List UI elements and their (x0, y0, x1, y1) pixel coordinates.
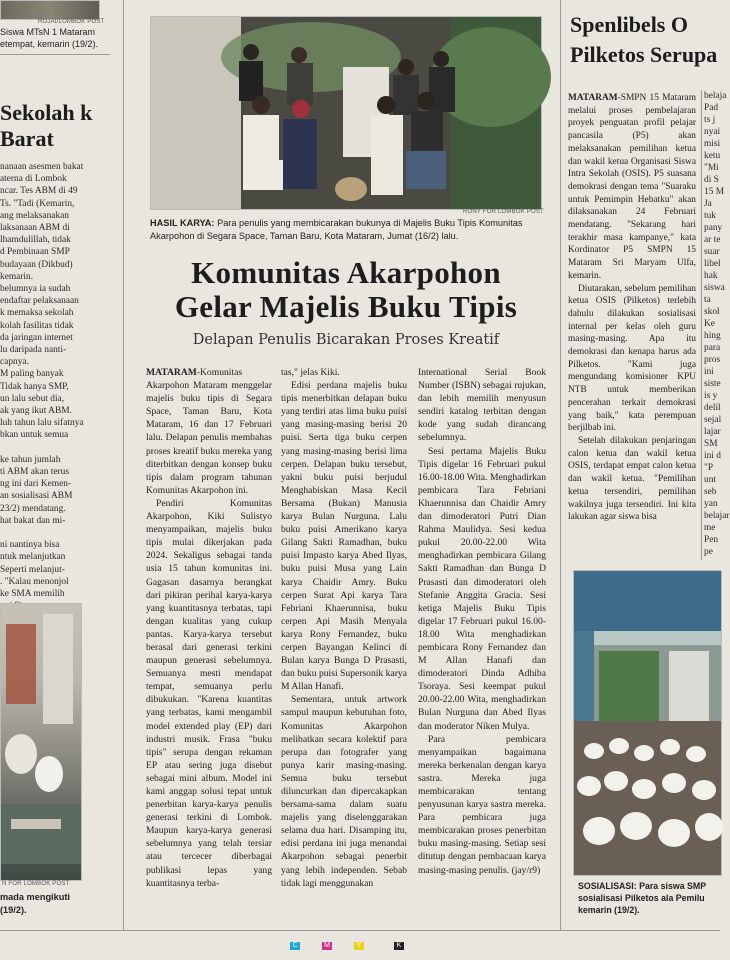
right-edge-line: hak (704, 271, 718, 281)
right-edge-line: libel (704, 259, 721, 269)
main-photo-credit: RONY FOR LOMBOK POST (463, 209, 544, 215)
right-edge-line: lajar (704, 427, 721, 437)
right-photo-caption (578, 880, 720, 917)
top-left-photo (0, 0, 100, 20)
col3-para-1: International Serial Book Number (ISBN) sebagai rujukan, dan lebih memilih menyusun sendiri katalog terbitan dengan kode yang sudah dirancang sebelumnya. (418, 367, 546, 444)
right-edge-line: ar te (704, 235, 721, 245)
left-article-line: lhamdulillah, tidak (0, 235, 71, 246)
right-edge-line: pe (704, 547, 713, 557)
left-article-line: capnya. (0, 357, 29, 368)
right-edge-line: Pen (704, 535, 719, 545)
right-headline-line1: Spenlibels O (570, 12, 688, 37)
right-para-3: Setelah dilakukan penjaringan calon ketua dan wakil ketua OSIS, terdapat empat calon ketua dan wakil ketua. "Pemilihan ketua tersendiri, pemilihan wakilnya juga tersendiri. Ini kita lakukan agar siswa bisa (568, 435, 696, 523)
right-edge-line: belajar (704, 511, 730, 521)
left-photo-credit: N FOR LOMBOK POST (2, 881, 70, 887)
footer-rule (0, 930, 720, 931)
left-article-line: ke tahun jumlah (0, 454, 61, 465)
right-edge-line: ts j (704, 115, 716, 125)
right-edge-line: seb (704, 487, 717, 497)
right-dateline: MATARAM (568, 93, 618, 103)
left-article-line: kemarin. (0, 271, 34, 282)
right-edge-line: nyai (704, 127, 721, 137)
left-article-line: k memaksa sekolah (0, 308, 74, 319)
left-article-line: Seperti melanjut- (0, 564, 65, 575)
left-classroom-photo (0, 603, 82, 881)
registration-mark-y: Y (354, 942, 364, 950)
col3-para-2: Sesi pertama Majelis Buku Tipis digelar 16 Februari pukul 16.00-18.00 Wita. Menghadirkan pembicara Tara Febriani Khaerunnisa dan Chaidir Amry dan dimoderatori Putri Dian Rahma Maulidya. Sesi kedua pukul 20.00-22.00 Wita menghadirkan pembicara Gilang Sakti Ramadhan dan Bunga D Prasasti dan dimoderatori oleh Stefanie Anggita Gracia. Sesi ketiga Majelis Buku Tipis digelar 17 Februari pukul 16.00-18.00 Wita menghadirkan pembicara Rony Fernandez dan M Allan Hanafi dan dimoderatori Dinda Adhiba Tsoraya. Sesi keempat pukul 20.00-22.00 Wita, menghadirkan Bulan Nurguna dan Abed Ilyas dan moderator Niken Mulya. (418, 445, 546, 732)
school-photo-illustration (574, 571, 721, 875)
left-article-line (0, 527, 110, 539)
right-edge-line: unt (704, 475, 716, 485)
right-inner-separator (701, 90, 702, 560)
main-photo-caption (150, 217, 542, 243)
right-edge-line: delil (704, 403, 721, 413)
registration-marks (290, 934, 426, 949)
left-article-line (0, 442, 110, 454)
left-article-line: . "Kalau menonjol (0, 576, 69, 587)
right-edge-line: ini (704, 367, 714, 377)
right-edge-column (704, 90, 730, 557)
left-article-line: ng ini dari Kemen- (0, 479, 72, 490)
right-edge-line: di S (704, 175, 719, 185)
event-photo-illustration (151, 17, 541, 209)
left-article-line: luh tahun lalu sifatnya (0, 418, 84, 429)
left-article-line: ncar. Tes ABM di 49 (0, 186, 78, 197)
main-headline (140, 256, 552, 324)
right-edge-line: Ja (704, 199, 712, 209)
left-article-line: da jaringan internet (0, 332, 73, 343)
left-article-line: bkan untuk semua (0, 430, 69, 441)
left-article-line: M paling banyak (0, 369, 64, 380)
left-article-line: 23/2) mendatang. (0, 503, 66, 514)
left-article-line: un lalu sebut dia, (0, 393, 65, 404)
right-caption-text: Para siswa SMP sosialisasi Pilketos ala Pemilu kemarin (19/2). (578, 881, 706, 916)
left-headline: Sekolah k Barat (0, 100, 93, 151)
right-edge-line: ini d (704, 451, 721, 461)
main-headline-line2: Gelar Majelis Buku Tipis (174, 289, 518, 324)
right-edge-line: "P (704, 463, 714, 473)
left-article-line: kolah fasilitas tidak (0, 320, 74, 331)
column-separator-right (560, 0, 561, 930)
left-article-line: nanaan asesmen bakat (0, 162, 84, 172)
left-article-line: belumnya ia sudah (0, 284, 71, 295)
right-school-photo (573, 570, 722, 876)
right-edge-line: para (704, 343, 721, 353)
right-headline-line2: Pilketos Serupa (570, 42, 718, 67)
left-article-line: endaftar pelaksanaan (0, 296, 79, 307)
left-article-line: ti ABM akan terus (0, 467, 70, 478)
left-article-line: Ts. "Tadi (Kemarin, (0, 198, 75, 209)
left-article-line: d Pembinaan SMP (0, 247, 70, 258)
right-edge-line: ketu (704, 151, 721, 161)
main-article-col2 (281, 366, 407, 924)
caption-label: HASIL KARYA: (150, 218, 215, 228)
right-edge-line: Pad (704, 103, 719, 113)
top-left-photo-credit: ROJAI/LOMBOK POST (38, 19, 105, 25)
right-edge-line: misi (704, 139, 721, 149)
right-edge-line: "Mi (704, 163, 719, 173)
right-article-body (568, 92, 696, 554)
main-article-col1 (146, 366, 272, 924)
left-top-rule (0, 54, 110, 55)
left-article-line: an sosialisasi ABM (0, 491, 73, 502)
col3-para-3: Para pembicara menyampaikan bagaimana mereka berkenalan dengan karya sastra. Mereka juga membicarakan tentang penyusunan karya sastra mereka. Para pembicara juga membicarakan proses penerbitan buku masing-masing. Setiap sesi ditutup dengan pembacaan karya masing-masing penulis. (jay/r9) (418, 733, 546, 876)
right-headline (570, 10, 717, 70)
left-article-line: lu daripada nanti- (0, 345, 67, 356)
right-edge-line: me (704, 523, 716, 533)
main-article-col3 (418, 366, 546, 924)
right-edge-line: hing (704, 331, 721, 341)
right-edge-line: Ke (704, 319, 715, 329)
right-edge-line: 15 M (704, 187, 725, 197)
left-article-line: Tidak hanya SMP, (0, 381, 69, 392)
right-edge-line: ta (704, 295, 711, 305)
column-separator-left (123, 0, 124, 930)
right-edge-line: belaja (704, 91, 727, 101)
registration-mark-c: C (290, 942, 300, 950)
col2-para-3: Sementara, untuk artwork sampul maupun kebutuhan foto, Komunitas Akarpohon melibatkan secara kolektif para perupa dan fotografer yang punya karir masing-masing. Semua buku tersebut diluncurkan dan dipercakapkan bersama-sama dalam suatu majelis yang diselenggarakan selama dua hari. Disamping itu, edisi perdana ini juga menandai Akarpohon sebagai penerbit yang lebih independen. Sebab tidak lagi menggunakan (281, 694, 407, 889)
left-article-line: aterna di Lombok (0, 174, 67, 185)
right-edge-line: pros (704, 355, 721, 365)
right-edge-line: siste (704, 379, 721, 389)
caption-text: Para penulis yang membicarakan bukunya di Majelis Buku Tipis Komunitas Akarpohon di Segara Space, Taman Baru, Kota Mataram, Jumat (16/2) lalu. (150, 218, 523, 241)
right-edge-line: tuk (704, 211, 716, 221)
left-article-line: ni nantinya bisa (0, 540, 60, 551)
col2-para-2: Edisi perdana majelis buku tipis menerbitkan delapan buku yang terdiri atas lima buku puisi yang masing-masing berisi 20 puisi. Serta tiga buku cerpen yang masing-masing berisi lima cerpen. Delapan buku tersebut, yakni buku puisi berjudul Menghabiskan Masa Kecil Bersama (Bukan) Manusia karya Bulan Nurguna. Lalu buku puisi Amerikano karya Gilang Sakti Ramadhan, buku puisi Impasto karya Abed Ilyas, buku puisi Musa yang Lain karya Chaidir Amry. Buku cerpen Surat Api karya Tara Febriani Khaerunnisa, buku cerpen Api Masih Menyala karya Rony Fernandez, buku cerpen Bayangan Kelinci di Bulan karya Bunga D Prasasti, dan buku puisi Supersonik karya M Allan Hanafi. (281, 380, 407, 693)
right-para-2: Diutarakan, sebelum pemilihan ketua OSIS (Pilketos) terlebih dahulu dilakukan sosialisasi internal per kelas oleh guru masing-masing. Apa itu demokrasi dan kenapa harus ada Pilketos. "Kami juga mengundang komisioner KPU NTB untuk memberikan pencerahan terkait demokrasi yang baik," kata perempuan berjilbab ini. (568, 283, 696, 434)
right-edge-line: siswa (704, 283, 725, 293)
right-edge-line: suar (704, 247, 720, 257)
col1-para-2: Pendiri Komunitas Akarpohon, Kiki Sulistyo menyampaikan, majelis buku tipis mulai dikerjakan pada 2024. Sekaligus sebagai tanda usia 15 tahun komunitas ini. Gagasan dasarnya berangkat dari pikiran perihal karya-karya yang kuantitasnya terbatas, tapi dengan kualitas yang cukup pantas. Karya-karya tersebut berasal dari generasi terkini maupun generasi sebelumnya. Semuanya mesti mendapat tempat, semuanya perlu dibukukan. "Karena kuantitas yang terbatas, kami mengambil model extended play (EP) dari industri musik. Frasa "buku tipis" serupa dengan rekaman EP atau sering juga disebut sebagai mini album. Model ini kami anggap solusi tepat untuk penerbitan karya-karya penulis generasi terkini di Lombok. Maupun karya-karya generasi sebelumnya yang telah tersiar atau tercecer diberbagai publikasi lepas yang kuantitasnya terba- (146, 497, 272, 889)
right-edge-line: sejal (704, 415, 722, 425)
left-photo-caption: mada mengikuti (19/2). (0, 892, 70, 915)
right-caption-label: SOSIALISASI: (578, 881, 637, 891)
classroom-photo-shapes (1, 604, 81, 880)
col1-para-1: MATARAM-Komunitas Akarpohon Mataram menggelar majelis buku tipis di Segara Space, Taman Baru, Kota Mataram, 16 dan 17 Februari lalu. Delapan penulis membahas proses kreatif buku mereka yang diterbitkan dengan konsep buku tipis dalam program tahunan Komunitas Akarpohon ini. (146, 367, 272, 496)
main-event-photo (150, 16, 542, 210)
right-para-1: MATARAM-SMPN 15 Mataram melalui proses pembelajaran proyek penguatan profil pelajar pancasila (P5) akan melaksanakan pemilihan ketua dan wakil ketua Organisasi Siswa Intra Sekolah (OSIS). P5 suasana demokrasi dengan tema "Suaraku untuk Pemimpin Hebatku" akan dilaksanakan 24 Februari mendatang. "Sekarang hari terakhir masa kampanye," kata Kordinator P5 SMPN 15 Mataram Sri Maryam Ulfa, kemarin. (568, 93, 696, 281)
left-article-line: ke SMA memilih (0, 589, 65, 600)
main-deck: Delapan Penulis Bicarakan Proses Kreatif (192, 332, 500, 348)
right-edge-line: yan (704, 499, 718, 509)
right-edge-line: pany (704, 223, 723, 233)
left-article-line: budayaan (Dikbud) (0, 259, 73, 270)
left-article-line: ak yang ikut ABM. (0, 406, 72, 417)
registration-mark-m: M (322, 942, 332, 950)
registration-mark-k: K (394, 942, 404, 950)
main-headline-line1: Komunitas Akarpohon (191, 255, 501, 290)
top-left-caption: Siswa MTsN 1 Mataram etempat, kemarin (19/2). (0, 27, 99, 49)
left-article-line: hat bakat dan mi- (0, 515, 66, 526)
right-edge-line: SM (704, 439, 718, 449)
left-article-line: ang melaksanakan (0, 210, 69, 221)
right-edge-line: is y (704, 391, 718, 401)
right-edge-line: skol (704, 307, 720, 317)
left-article-body (0, 161, 110, 600)
col1-dateline: MATARAM (146, 367, 197, 378)
left-article-line: laksanaan ABM di (0, 223, 70, 234)
left-article-line: ntuk melanjutkan (0, 552, 66, 563)
col2-para-1: tas," jelas Kiki. (281, 367, 340, 378)
